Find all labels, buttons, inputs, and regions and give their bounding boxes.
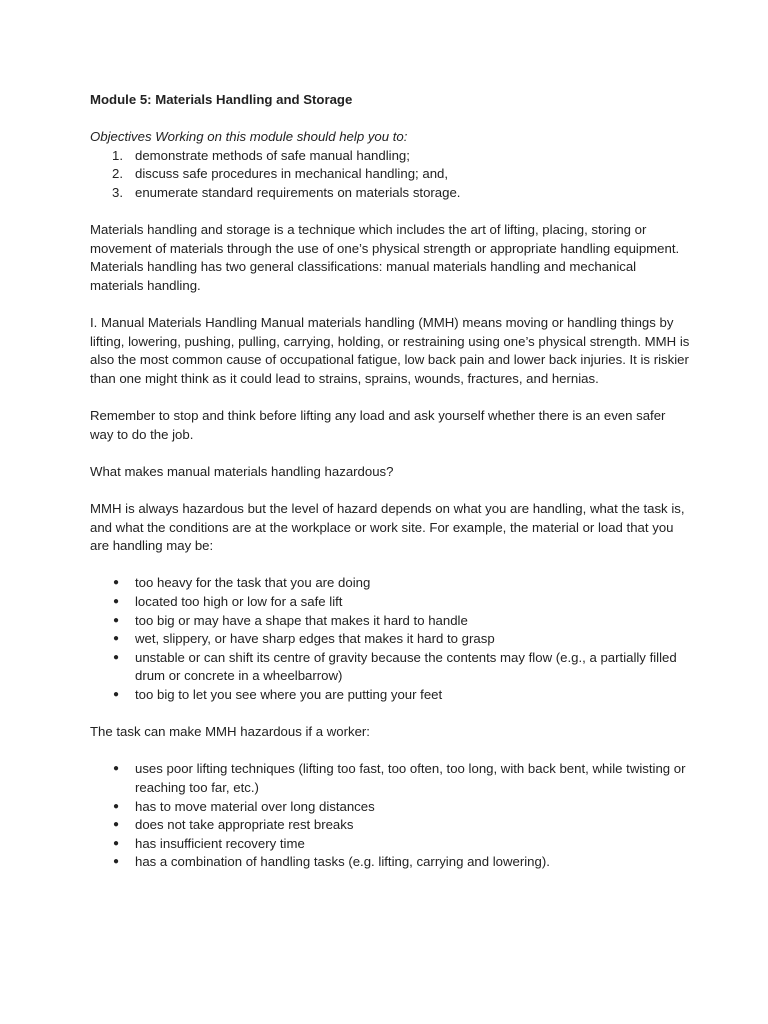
objective-text: discuss safe procedures in mechanical handling; and,: [135, 166, 449, 182]
objectives-intro: Objectives Working on this module should help you to:: [90, 129, 408, 145]
list-item: [90, 686, 690, 705]
task-bullet-list: [90, 760, 690, 872]
list-item-text: uses poor lifting techniques (lifting too fast, too often, too long, with back bent, while twisting or reaching too far, etc.): [135, 761, 686, 795]
list-item-text: too big or may have a shape that makes it hard to handle: [135, 612, 468, 628]
objective-item: [90, 147, 690, 166]
list-item: [90, 835, 690, 854]
bullet-icon: ●: [113, 837, 120, 849]
list-item: [90, 612, 690, 631]
objective-item: [90, 165, 690, 184]
module-title: Module 5: Materials Handling and Storage: [90, 92, 353, 107]
list-item-text: has a combination of handling tasks (e.g. lifting, carrying and lowering).: [135, 854, 550, 870]
list-item-text: has insufficient recovery time: [135, 835, 305, 851]
load-bullet-list: [90, 574, 690, 704]
list-item: [90, 593, 690, 612]
bullet-icon: ●: [113, 763, 120, 775]
objective-text: demonstrate methods of safe manual handling;: [135, 147, 410, 163]
mmh-paragraph: I. Manual Materials Handling Manual materials handling (MMH) means moving or handling things by lifting, lowering, pushing, pulling, carrying, holding, or restraining using one’s physical strength. MMH is also the most common cause of occupational fatigue, low back pain and lower back injuries. It is riskier than one might think as it could lead to strains, sprains, wounds, fractures, and hernias.: [90, 315, 690, 386]
objective-number: 3.: [112, 184, 123, 200]
list-item: [90, 816, 690, 835]
list-item: [90, 760, 690, 797]
list-item-text: unstable or can shift its centre of gravity because the contents may flow (e.g., a partially filled drum or concrete in a wheelbarrow): [135, 649, 677, 684]
bullet-icon: ●: [113, 856, 120, 868]
list-item: [90, 630, 690, 649]
document-body: [90, 91, 690, 872]
objective-number: 2.: [112, 166, 123, 182]
bullet-icon: ●: [113, 819, 120, 831]
hazard-paragraph: MMH is always hazardous but the level of hazard depends on what you are handling, what the task is, and what the conditions are at the workplace or work site. For example, the material or load that you are handling may be:: [90, 501, 685, 554]
list-item-text: has to move material over long distances: [135, 798, 375, 814]
objective-number: 1.: [112, 147, 123, 163]
bullet-icon: ●: [113, 689, 120, 700]
list-item-text: too big to let you see where you are putting your feet: [135, 687, 443, 702]
hazard-question: What makes manual materials handling hazardous?: [90, 463, 394, 479]
objectives-list: [90, 147, 690, 203]
objective-item: [90, 184, 690, 203]
remember-paragraph: Remember to stop and think before lifting any load and ask yourself whether there is an even safer way to do the job.: [90, 408, 666, 442]
list-item: [90, 649, 690, 686]
bullet-icon: ●: [113, 633, 120, 645]
bullet-icon: ●: [113, 651, 120, 663]
list-item: [90, 574, 690, 593]
task-intro: The task can make MMH hazardous if a worker:: [90, 724, 370, 740]
bullet-icon: ●: [113, 577, 120, 589]
list-item-text: does not take appropriate rest breaks: [135, 817, 354, 833]
objective-text: enumerate standard requirements on materials storage.: [135, 184, 461, 200]
intro-paragraph: Materials handling and storage is a technique which includes the art of lifting, placing, storing or movement of materials through the use of one’s physical strength or appropriate handling equipment. Materials handling has two general classifications: manual materials handling and mechanical materials handling.: [90, 222, 680, 293]
bullet-icon: ●: [113, 614, 120, 626]
list-item: [90, 853, 690, 872]
bullet-icon: ●: [113, 596, 120, 608]
bullet-icon: ●: [113, 800, 120, 812]
list-item-text: wet, slippery, or have sharp edges that makes it hard to grasp: [135, 631, 495, 647]
list-item-text: located too high or low for a safe lift: [135, 594, 343, 610]
list-item-text: too heavy for the task that you are doing: [135, 575, 371, 591]
list-item: [90, 798, 690, 817]
